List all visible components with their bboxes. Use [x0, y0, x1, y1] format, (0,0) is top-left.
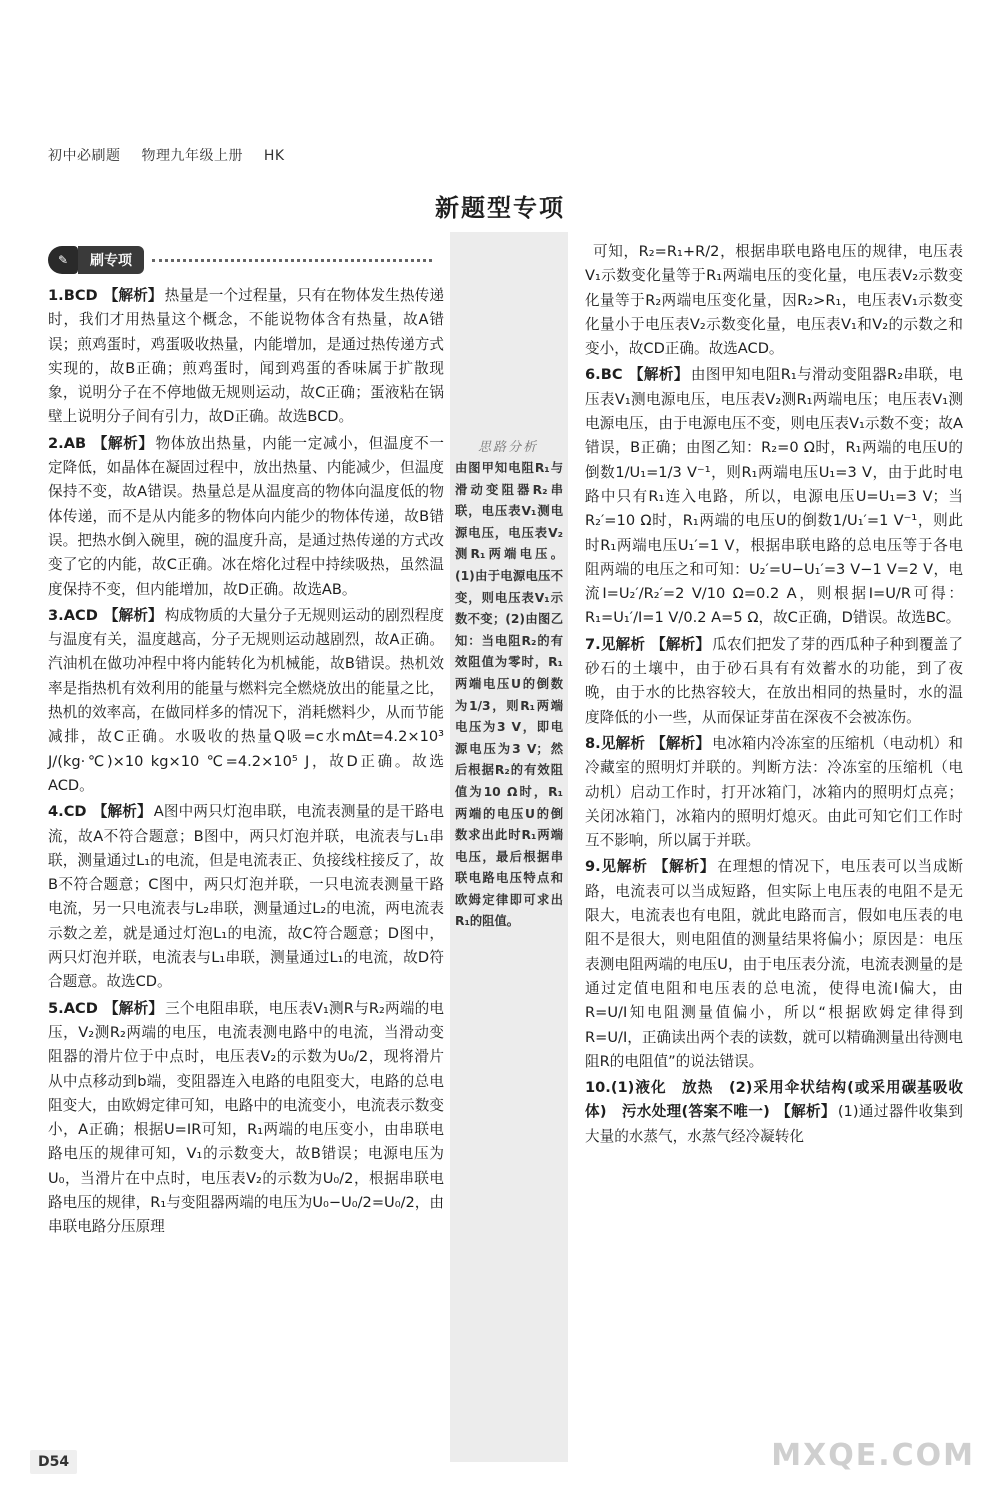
- section-badge-label: 刷专项: [78, 246, 144, 274]
- header-series: 初中必刷题: [48, 148, 121, 164]
- sidebar-text: 由图甲知电阻R₁与滑动变阻器R₂串联，电压表V₁测电源电压，电压表V₂测R₁两端电压。(1)由于电源电压不变，则电压表V₁示数不变；(2)由图乙知：当电阻R₂的有效阻值为零时，R₁两端电压U的倒数为1/3，则R₁两端电压为3 V，即电源电压为3 V；然后根据R₂的有效阻值为10 Ω时，R₁两端的电压U的倒数求出此时R₁两端电压，最后根据串联电路电压特点和欧姆定律即可求出R₁的阻值。: [455, 461, 563, 929]
- page-number: D54: [30, 1450, 77, 1474]
- answer-item-4: 4.CD 【解析】 A图中两只灯泡串联，电流表测量的是干路电流，故A不符合题意；B图中，两只灯泡并联，电流表与L₁串联，测量通过L₁的电流，但是电流表正、负接线柱接反了，故B不符合题意；C图中，两只灯泡并联，一只电流表测量干路电流，另一只电流表与L₂串联，测量通过L₂的电流，两电流表示数之差，就是通过灯泡L₁的电流，故C符合题意；D图中，两只灯泡并联，电流表与L₁串联，测量通过L₁的电流，故D符合题意。故选CD。: [48, 803, 444, 991]
- answer-item-1: 1.BCD 【解析】 热量是一个过程量，只有在物体发生热传递时，我们才用热量这个概念，不能说物体含有热量，故A错误；煎鸡蛋时，鸡蛋吸收热量，内能增加，是通过热传递方式实现的，故B正确；煎鸡蛋时，闻到鸡蛋的香味属于扩散现象，说明分子在不停地做无规则运动，故C正确；蛋液粘在锅壁上说明分子间有引力，故D正确。故选BCD。: [48, 287, 444, 426]
- header-edition: HK: [263, 148, 285, 164]
- answer-item-5-cont: 可知，R₂=R₁+R/2，根据串联电路电压的规律，电压表V₁示数变化量等于R₁两端电压的变化量，电压表V₂示数变化量等于R₂两端电压变化量，因R₂>R₁，电压表V₁示数变化量小于电压表V₂示数变化量，电压表V₁和V₂的示数之和变小，故CD正确。故选ACD。: [585, 243, 963, 358]
- right-column: [585, 240, 963, 1151]
- answer-item-8: 8.见解析 【解析】 电冰箱内冷冻室的压缩机（电动机）和冷藏室的照明灯并联的。判断方法：冷冻室的压缩机（电动机）启动工作时，打开冰箱门，冰箱内的照明灯点亮；关闭冰箱门，冰箱内的照明灯熄灭。由此可知它们工作时互不影响，所以属于并联。: [585, 734, 963, 850]
- answer-item-6: 6.BC 【解析】 由图甲知电阻R₁与滑动变阻器R₂串联，电压表V₁测电源电压，电压表V₂测R₁两端电压；电压表V₁测电源电压，由于电源电压不变，则电压表V₁示数不变；故A错误，B正确；由图乙知：R₂=0 Ω时，R₁两端的电压U的倒数1/U₁=1/3 V⁻¹，则R₁两端电压U₁=3 V，由于此时电路中只有R₁连入电路，所以，电源电压U=U₁=3 V；当R₂′=10 Ω时，R₁两端的电压U的倒数1/U₁′=1 V⁻¹，则此时R₁两端电压U₁′=1 V，根据串联电路的总电压等于各电阻两端的电压之和可知：U₂′=U−U₁′=3 V−1 V=2 V，电流I=U₂′/R₂′=2 V/10 Ω=0.2 A，则根据I=U/R可得：R₁=U₁′/I=1 V/0.2 A=5 Ω，故C正确，D错误。故选BC。: [585, 366, 963, 627]
- sidebar-heading: 思路分析: [478, 440, 539, 455]
- running-header: [48, 145, 301, 165]
- answer-item-2: 2.AB 【解析】 物体放出热量，内能一定减小，但温度不一定降低，如晶体在凝固过程中，放出热量、内能减少，但温度保持不变，故A错误。热量总是从温度高的物体向温度低的物体传递，而不是从内能多的物体向内能少的物体传递，故B错误。把热水倒入碗里，碗的温度升高，是通过热传递的方式改变了它的内能，故C正确。冰在熔化过程中持续吸热，虽然温度保持不变，但内能增加，故D正确。故选AB。: [48, 434, 444, 598]
- answer-item-3: 3.ACD 【解析】 构成物质的大量分子无规则运动的剧烈程度与温度有关，温度越高，分子无规则运动越剧烈，故A正确。汽油机在做功冲程中将内能转化为机械能，故B错误。热机效率是指热机有效利用的能量与燃料完全燃烧放出的能量之比，热机的效率高，在做同样多的情况下，消耗燃料少，从而节能减排，故C正确。水吸收的热量Q吸=c水mΔt=4.2×10³ J/(kg·℃)×10 kg×10 ℃=4.2×10⁵ J，故D正确。故选ACD。: [48, 606, 444, 794]
- pen-icon: ✎: [48, 246, 78, 274]
- dotted-rule: [152, 259, 432, 262]
- left-column: [48, 284, 444, 1242]
- answer-item-7: 7.见解析 【解析】 瓜农们把发了芽的西瓜种子种到覆盖了砂石的土壤中，由于砂石具有有效蓄水的功能，到了夜晚，由于水的比热容较大，在放出相同的热量时，水的温度降低的小一些，从而保证芽苗在深夜不会被冻伤。: [585, 635, 963, 726]
- header-subject: 物理九年级上册: [141, 148, 243, 164]
- watermark: MXQE.COM: [771, 1438, 975, 1473]
- section-badge: [48, 246, 432, 274]
- answer-item-10: 10.(1)液化 放热 (2)采用伞状结构(或采用碳基吸收体) 污水处理(答案不唯一) 【解析】 (1)通过器件收集到大量的水蒸气，水蒸气经冷凝转化: [585, 1079, 963, 1145]
- answer-item-9: 9.见解析 【解析】 在理想的情况下，电压表可以当成断路，电流表可以当成短路，但实际上电压表的电阻不是无限大，电流表也有电阻，就此电路而言，假如电压表的电阻不是很大，则电阻值的测量结果将偏小；原因是：电压表测电阻两端的电压U，由于电压表分流，电流表测量的是通过定值电阻和电压表的总电流，使得电流I偏大，由R=U/I知电阻测量值偏小，所以“根据欧姆定律得到R=U/I，正确读出两个表的读数，就可以精确测量出待测电阻R的电阻值”的说法错误。: [585, 858, 963, 1070]
- answer-item-5: 5.ACD 【解析】 三个电阻串联，电压表V₁测R与R₂两端的电压，V₂测R₂两端的电压，电流表测电路中的电流，当滑动变阻器的滑片位于中点时，电压表V₂的示数为U₀/2，现将滑片从中点移动到b端，变阻器连入电路的电阻变大，电路的总电阻变大，由欧姆定律可知，电路中的电流变小，电流表示数变小，A正确；根据U=IR可知，R₁两端的电压变小，由串联电路电压的规律可知，V₁的示数变大，故B错误；电源电压为U₀，当滑片在中点时，电压表V₂的示数为U₀/2，根据串联电路电压的规律，R₁与变阻器两端的电压为U₀−U₀/2=U₀/2，由串联电路分压原理: [48, 999, 444, 1236]
- page-title: 新题型专项: [435, 194, 565, 222]
